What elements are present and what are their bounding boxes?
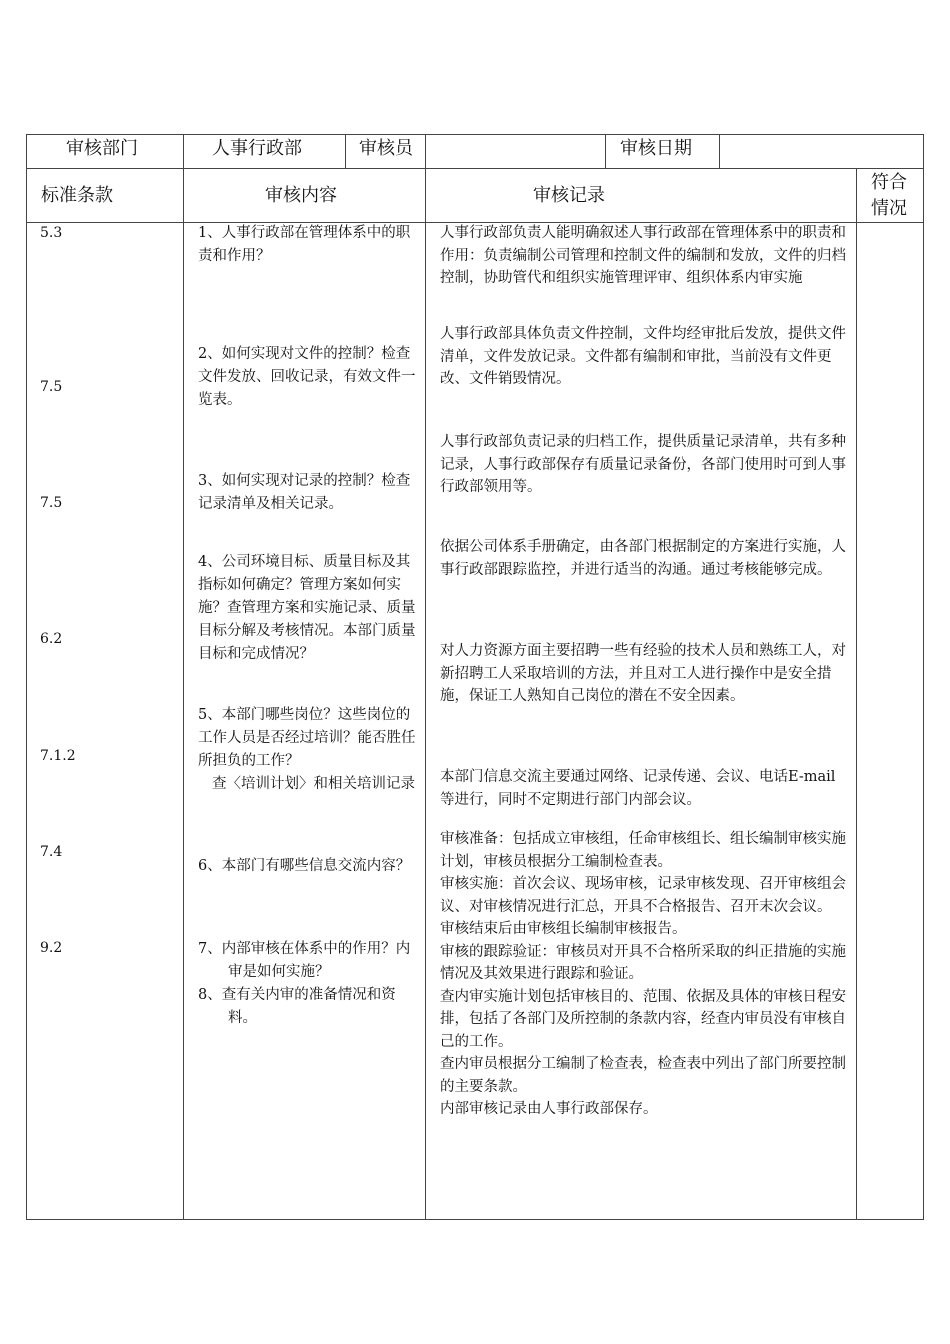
dept-label: 审核部门 <box>66 138 138 159</box>
audit-record-text: 审核的跟踪验证：审核员对开具不合格所采取的纠正措施的实施情况及其效果进行跟踪和验证。 <box>440 943 846 982</box>
date-label: 审核日期 <box>620 138 692 159</box>
audit-question-text: 3、如何实现对记录的控制？检查记录清单及相关记录。 <box>198 473 411 512</box>
audit-record-text: 人事行政部具体负责文件控制，文件均经审批后发放，提供文件清单，文件发放记录。文件都有编制和审批，当前没有文件更改、文件销毁情况。 <box>440 326 846 387</box>
column-divider <box>425 134 426 1220</box>
audit-record-text: 内部审核记录由人事行政部保存。 <box>440 1101 658 1117</box>
column-divider <box>183 134 184 1220</box>
audit-record <box>440 431 850 499</box>
audit-record-text: 人事行政部负责人能明确叙述人事行政部在管理体系中的职责和作用：负责编制公司管理和控制文件的编制和发放，文件的归档控制，协助管代和组织实施管理评审、组织体系内审实施 <box>440 225 846 286</box>
conform-column-header: 符合 <box>871 172 907 193</box>
audit-record-text: 本部门信息交流主要通过网络、记录传递、会议、电话E-mail 等进行，同时不定期进行部门内部会议。 <box>440 769 836 808</box>
audit-record <box>440 828 850 1121</box>
audit-record-text: 审核实施：首次会议、现场审核，记录审核发现、召开审核组会议、对审核情况进行汇总，开具不合格报告、召开末次会议。 <box>440 876 846 915</box>
audit-record-text: 查内审实施计划包括审核目的、范围、依据及具体的审核日程安排，包括了各部门及所控制的条款内容，经查内审员没有审核自己的工作。 <box>440 988 846 1050</box>
column-divider <box>856 168 857 1220</box>
clause-number: 7.5 <box>40 379 63 395</box>
audit-question-text: 查〈培训计划〉和相关培训记录 <box>212 776 415 792</box>
audit-record <box>440 766 850 811</box>
audit-question-text: 7、内部审核在体系中的作用？内审是如何实施？ <box>198 941 411 980</box>
clause-number: 6.2 <box>40 631 63 647</box>
audit-question <box>198 704 420 796</box>
audit-record-text: 人事行政部负责记录的归档工作，提供质量记录清单，共有多种记录，人事行政部保存有质量记录备份，各部门使用时可到人事行政部领用等。 <box>440 434 846 495</box>
audit-question <box>198 470 420 516</box>
audit-question <box>198 938 420 1030</box>
audit-record-text: 查内审员根据分工编制了检查表，检查表中列出了部门所要控制的主要条款。 <box>440 1056 846 1095</box>
audit-question <box>198 855 420 878</box>
row-divider <box>26 168 924 169</box>
column-divider <box>605 134 606 168</box>
audit-question-text: 4、公司环境目标、质量目标及其指标如何确定？管理方案如何实施？查管理方案和实施记录、质量目标分解及考核情况。本部门质量目标和完成情况？ <box>198 554 416 662</box>
clause-number: 9.2 <box>40 940 63 956</box>
audit-record-text: 审核结束后由审核组长编制审核报告。 <box>440 921 687 937</box>
clause-number: 5.3 <box>40 225 63 241</box>
clause-number: 7.4 <box>40 844 63 860</box>
record-column-header: 审核记录 <box>533 185 605 206</box>
audit-record <box>440 640 850 708</box>
audit-record <box>440 222 850 290</box>
dept-value: 人事行政部 <box>212 138 302 159</box>
audit-record-text: 审核准备：包括成立审核组，任命审核组长、组长编制审核实施计划，审核员根据分工编制检查表。 <box>440 831 846 870</box>
audit-question <box>198 343 420 412</box>
audit-record <box>440 536 850 581</box>
clause-number: 7.1.2 <box>40 748 76 764</box>
conform-column-header: 情况 <box>871 198 907 219</box>
audit-question-text: 5、本部门哪些岗位？这些岗位的工作人员是否经过培训？能否胜任所担负的工作？ <box>198 707 416 769</box>
content-column-header: 审核内容 <box>265 185 337 206</box>
audit-question-text: 1、人事行政部在管理体系中的职责和作用？ <box>198 225 411 264</box>
audit-question <box>198 222 420 268</box>
clause-number: 7.5 <box>40 495 63 511</box>
clause-column-header: 标准条款 <box>41 185 113 206</box>
audit-question-text: 6、本部门有哪些信息交流内容？ <box>198 858 411 874</box>
audit-question <box>198 551 420 666</box>
auditor-label: 审核员 <box>359 138 413 159</box>
audit-record <box>440 323 850 391</box>
audit-record-text: 依据公司体系手册确定，由各部门根据制定的方案进行实施，人事行政部跟踪监控，并进行适当的沟通。通过考核能够完成。 <box>440 539 846 578</box>
column-divider <box>345 134 346 168</box>
audit-question-text: 8、查有关内审的准备情况和资料。 <box>198 987 396 1026</box>
column-divider <box>719 134 720 168</box>
audit-question-text: 2、如何实现对文件的控制？检查文件发放、回收记录，有效文件一览表。 <box>198 346 416 408</box>
audit-record-text: 对人力资源方面主要招聘一些有经验的技术人员和熟练工人，对新招聘工人采取培训的方法，并且对工人进行操作中是安全措施，保证工人熟知自己岗位的潜在不安全因素。 <box>440 643 846 704</box>
